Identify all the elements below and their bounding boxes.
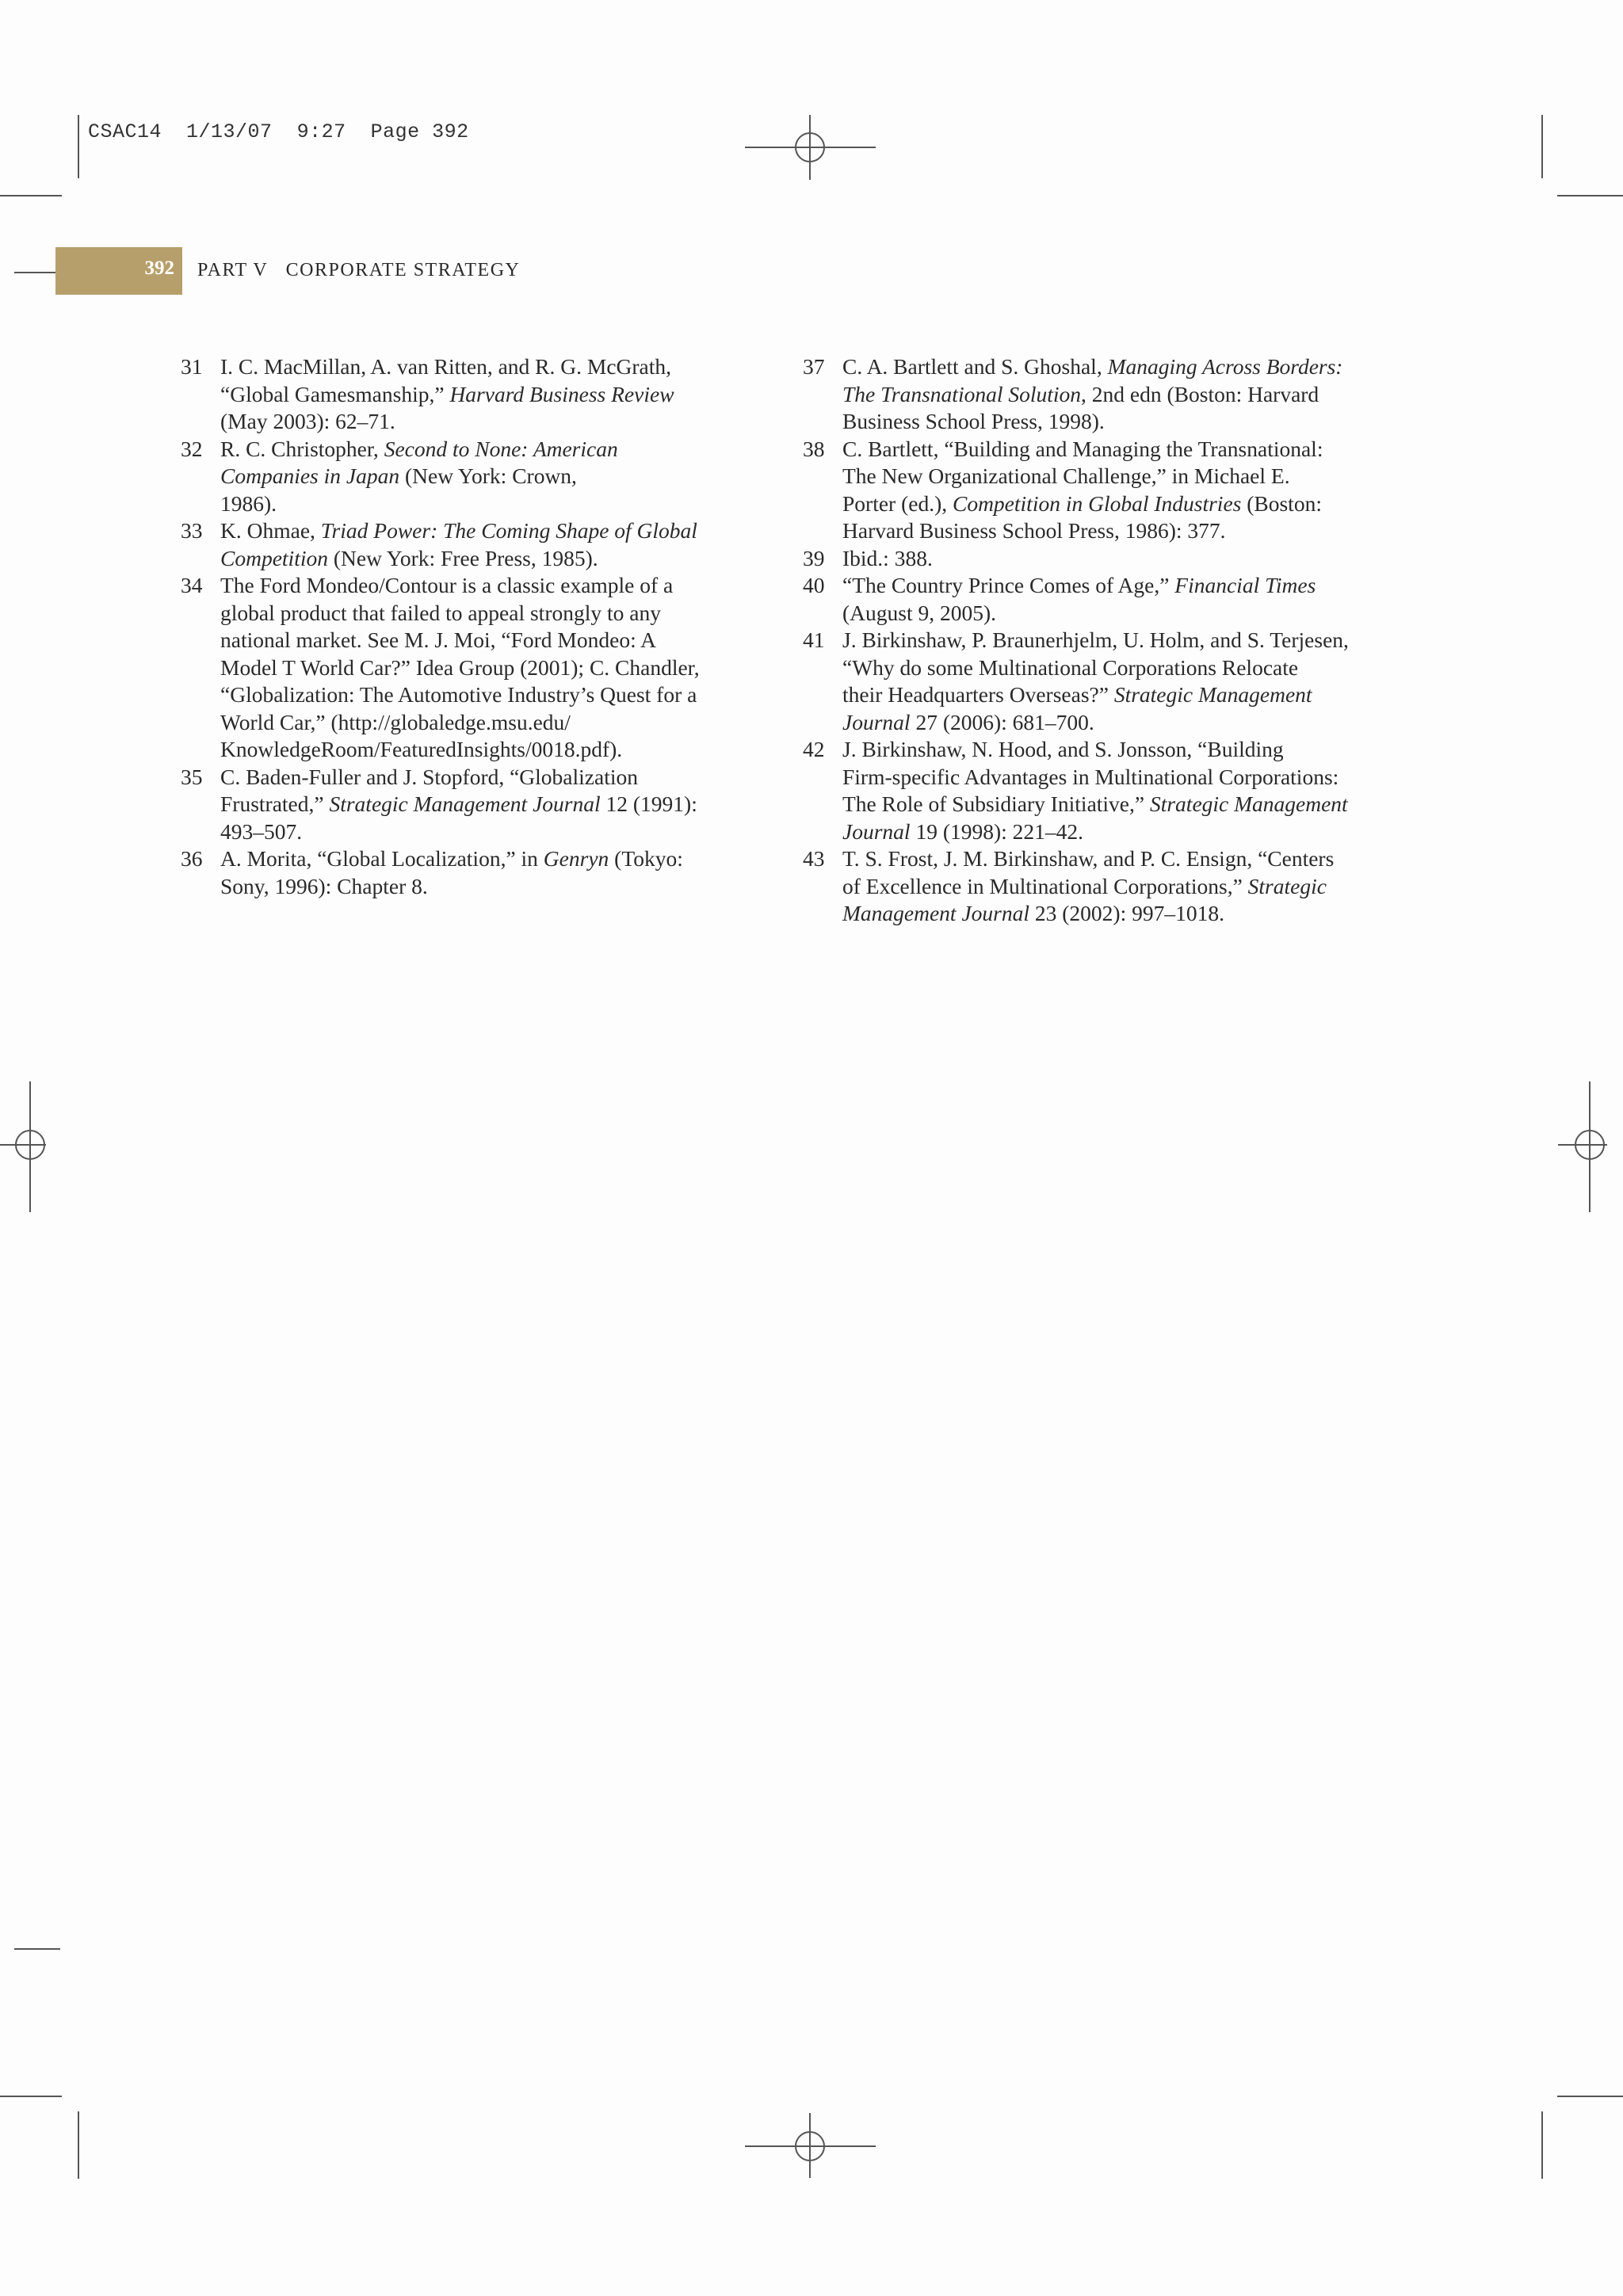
- note-text: C. Baden-Fuller and J. Stopford, “Globalization: [220, 764, 638, 789]
- note-text-italic: Competition in Global Industries: [952, 490, 1242, 516]
- note-text: (New York: Crown,: [399, 463, 577, 488]
- note-number: 34: [181, 573, 203, 597]
- note-text: (Boston:: [1241, 490, 1322, 516]
- note-number: 32: [181, 436, 203, 461]
- note-text: “The Country Prince Comes of Age,”: [842, 573, 1175, 597]
- note-text-italic: Companies in Japan: [220, 463, 400, 488]
- endnote: [803, 353, 1389, 436]
- note-text: 1986).: [220, 490, 277, 516]
- note-text: Frustrated,”: [220, 791, 330, 816]
- note-text: their Headquarters Overseas?”: [842, 682, 1114, 707]
- note-number: 33: [181, 518, 203, 543]
- note-number: 38: [803, 436, 825, 461]
- note-number: 36: [181, 846, 203, 871]
- crop-mark-tr-vertical: [1541, 115, 1543, 178]
- note-text: Sony, 1996): Chapter 8.: [220, 873, 428, 898]
- note-text-italic: Strategic Management: [1149, 791, 1348, 816]
- part-label: PART V: [197, 260, 269, 280]
- note-text: I. C. MacMillan, A. van Ritten, and R. G. McGrath,: [220, 354, 672, 379]
- reg-mark-right-circle: [1575, 1130, 1605, 1160]
- endnote: [803, 572, 1389, 627]
- endnote: [181, 845, 751, 900]
- note-text-italic: Strategic Management Journal: [329, 791, 601, 816]
- note-text: (Tokyo:: [609, 846, 683, 871]
- note-text: R. C. Christopher,: [220, 436, 384, 461]
- note-text-italic: Strategic Management: [1113, 682, 1312, 707]
- note-text: 493–507.: [220, 818, 303, 844]
- note-text: T. S. Frost, J. M. Birkinshaw, and P. C. Ensign, “Centers: [842, 846, 1335, 871]
- note-number: 35: [181, 764, 203, 789]
- note-number: 37: [803, 354, 825, 379]
- note-text: Porter (ed.),: [842, 490, 953, 516]
- note-text-italic: Management Journal: [842, 901, 1029, 925]
- crop-mark-br-horizontal: [1557, 2096, 1623, 2097]
- note-text: national market. See M. J. Moi, “Ford Mondeo: A: [220, 627, 656, 652]
- endnote: [803, 436, 1389, 545]
- note-text: “Global Gamesmanship,”: [220, 381, 450, 406]
- note-text-italic: Harvard Business Review: [449, 381, 674, 406]
- note-number: 43: [803, 846, 825, 871]
- note-text: 19 (1998): 221–42.: [910, 818, 1084, 844]
- endnote: [181, 764, 751, 846]
- note-text-italic: The Transnational Solution: [842, 381, 1082, 406]
- crop-mark-bl-horizontal: [0, 2096, 62, 2097]
- note-text: Ibid.: 388.: [842, 545, 933, 570]
- note-text: “Why do some Multinational Corporations Relocate: [842, 654, 1299, 680]
- note-text: K. Ohmae,: [220, 518, 321, 543]
- note-text: 23 (2002): 997–1018.: [1029, 901, 1224, 925]
- page-number-band: [55, 247, 182, 295]
- crop-mark-bl-vertical: [78, 2111, 79, 2179]
- note-text: of Excellence in Multinational Corporations,”: [842, 873, 1248, 898]
- endnote: [181, 436, 751, 518]
- note-text: J. Birkinshaw, N. Hood, and S. Jonsson, “Building: [842, 737, 1284, 761]
- slug-time: 9:27: [296, 120, 346, 143]
- note-text-italic: Competition: [220, 545, 328, 570]
- endnote: [803, 736, 1389, 845]
- header-margin-line: [14, 272, 55, 273]
- note-text: (New York: Free Press, 1985).: [327, 545, 598, 570]
- notes-column-left: [181, 353, 751, 900]
- note-text: The New Organizational Challenge,” in Michael E.: [842, 463, 1290, 488]
- endnote: [803, 545, 1389, 573]
- note-text: 27 (2006): 681–700.: [910, 709, 1094, 734]
- slug-margin-line: [14, 1948, 60, 1950]
- note-text: , 2nd edn (Boston: Harvard: [1081, 381, 1319, 406]
- note-text: The Ford Mondeo/Contour is a classic example of a: [220, 573, 674, 597]
- slug-date: 1/13/07: [186, 120, 273, 143]
- note-text: Firm-specific Advantages in Multinational Corporations:: [842, 764, 1339, 789]
- note-text: Model T World Car?” Idea Group (2001); C. Chandler,: [220, 654, 700, 680]
- note-text-italic: Second to None: American: [384, 436, 618, 461]
- reg-mark-top-circle: [795, 132, 825, 162]
- note-text-italic: Journal: [842, 709, 911, 734]
- note-text-italic: Genryn: [543, 846, 609, 871]
- crop-mark-tl-vertical: [78, 115, 79, 178]
- note-text-italic: Managing Across Borders:: [1107, 354, 1343, 379]
- endnote: [803, 627, 1389, 736]
- running-head: [197, 260, 520, 281]
- note-number: 41: [803, 627, 825, 652]
- note-text: Business School Press, 1998).: [842, 409, 1105, 433]
- endnote: [181, 572, 751, 764]
- note-number: 39: [803, 545, 825, 570]
- note-text: KnowledgeRoom/FeaturedInsights/0018.pdf).: [220, 737, 623, 761]
- note-text: (August 9, 2005).: [842, 600, 997, 625]
- note-text: A. Morita, “Global Localization,” in: [220, 846, 544, 871]
- note-text: The Role of Subsidiary Initiative,”: [842, 791, 1150, 816]
- endnote: [181, 517, 751, 572]
- note-text: Harvard Business School Press, 1986): 377.: [842, 518, 1226, 543]
- note-text-italic: Triad Power: The Coming Shape of Global: [320, 518, 697, 543]
- note-number: 42: [803, 737, 825, 761]
- note-number: 31: [181, 354, 203, 379]
- reg-mark-bottom-circle: [795, 2131, 825, 2161]
- endnote: [803, 845, 1389, 928]
- crop-mark-br-vertical: [1541, 2111, 1543, 2179]
- note-text-italic: Journal: [842, 818, 911, 844]
- note-text: C. A. Bartlett and S. Ghoshal,: [842, 354, 1108, 379]
- note-text: J. Birkinshaw, P. Braunerhjelm, U. Holm, and S. Terjesen,: [842, 627, 1349, 652]
- page-number: 392: [144, 257, 174, 279]
- note-text: global product that failed to appeal strongly to any: [220, 600, 661, 625]
- slug-page: Page 392: [370, 120, 469, 143]
- printer-slug: [88, 120, 469, 143]
- note-text-italic: Financial Times: [1174, 573, 1316, 597]
- note-text: World Car,” (http://globaledge.msu.edu/: [220, 709, 571, 734]
- reg-mark-left-circle: [15, 1130, 45, 1160]
- note-text: C. Bartlett, “Building and Managing the Transnational:: [842, 436, 1323, 461]
- crop-mark-tr-horizontal: [1557, 195, 1623, 196]
- section-title: CORPORATE STRATEGY: [285, 260, 521, 280]
- note-text: (May 2003): 62–71.: [220, 409, 395, 433]
- note-text-italic: Strategic: [1247, 873, 1327, 898]
- note-text: 12 (1991):: [600, 791, 697, 816]
- endnote: [181, 353, 751, 436]
- notes-column-right: [803, 353, 1389, 928]
- note-number: 40: [803, 573, 825, 597]
- slug-code: CSAC14: [88, 120, 162, 143]
- crop-mark-tl-horizontal: [0, 195, 62, 196]
- note-text: “Globalization: The Automotive Industry’s Quest for a: [220, 682, 697, 707]
